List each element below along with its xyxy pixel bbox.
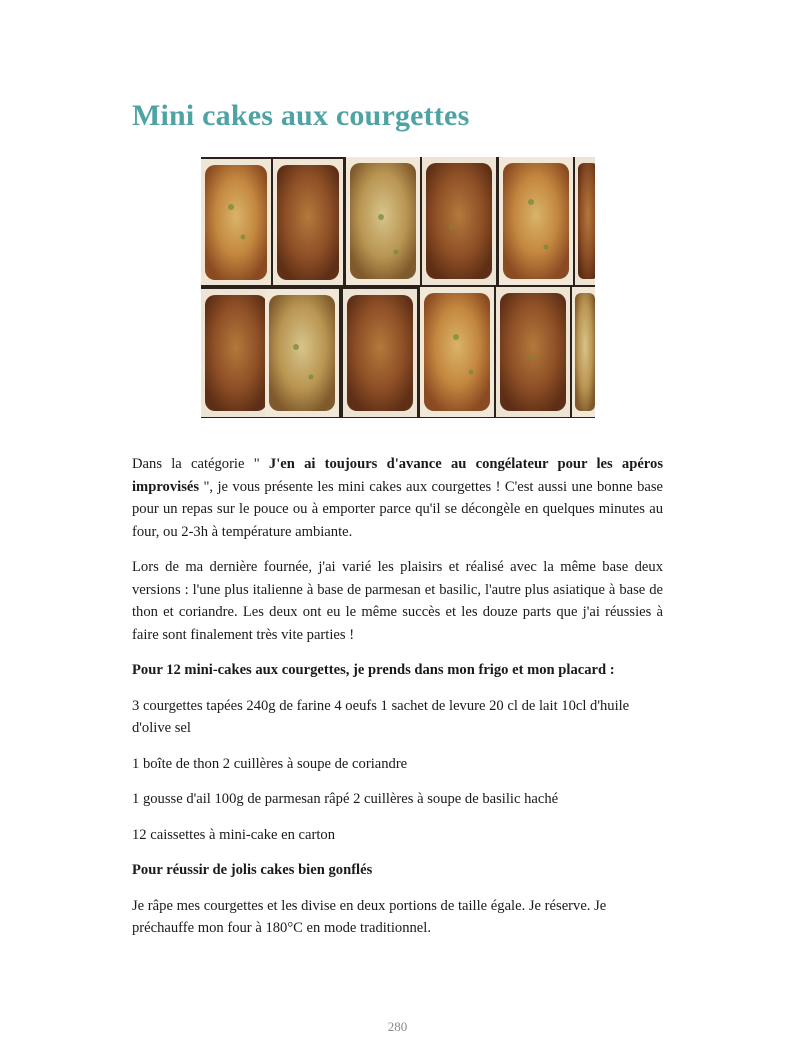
ingredients-heading [132, 659, 663, 682]
intro-paragraph [132, 453, 663, 543]
mini-cakes-illustration [201, 157, 595, 418]
recipe-title: Mini cakes aux courgettes [132, 99, 470, 132]
ingredients-cases: 12 caissettes à mini-cake en carton [132, 826, 336, 843]
page-number: 280 [387, 1019, 408, 1034]
ingredients-base: 3 courgettes tapées 240g de farine 4 oeufs 1 sachet de levure 20 cl de lait 10cl d'huile d'olive sel [132, 697, 630, 736]
category-name: J'en ai toujours d'avance au congélateur pour les apéros improvisés [132, 456, 663, 495]
versions-paragraph: Lors de ma dernière fournée, j'ai varié les plaisirs et réalisé avec la même base deux versions : l'une plus italienne à base de parmesan et basilic, l'autre plus asiatique à base de thon et coriandre. Les deux ont eu le même succès et les douze parts que j'ai réussies à faire sont finalement très vite parties ! [132, 559, 663, 643]
intro-text-end: ", je vous présente les mini cakes aux courgettes ! C'est aussi une bonne base pour un repas sur le pouce ou à emporter parce qu'il se décongèle en quelques minutes au four, ou 2-3h à température ambiante. [132, 478, 663, 540]
recipe-body [132, 453, 663, 953]
mini-cakes-photo [201, 157, 595, 418]
tips-heading-text: Pour réussir de jolis cakes bien gonflés [132, 862, 373, 878]
tips-heading [132, 859, 663, 882]
intro-text-start: Dans la catégorie " [132, 456, 269, 472]
step-1-paragraph: Je râpe mes courgettes et les divise en deux portions de taille égale. Je réserve. Je préchauffe mon four à 180°C en mode traditionnel. [132, 897, 607, 936]
ingredients-parmesan: 1 gousse d'ail 100g de parmesan râpé 2 cuillères à soupe de basilic haché [132, 791, 559, 807]
ingredients-tuna: 1 boîte de thon 2 cuillères à soupe de coriandre [132, 755, 408, 772]
ingredients-heading-text: Pour 12 mini-cakes aux courgettes, je prends dans mon frigo et mon placard : [132, 662, 615, 678]
